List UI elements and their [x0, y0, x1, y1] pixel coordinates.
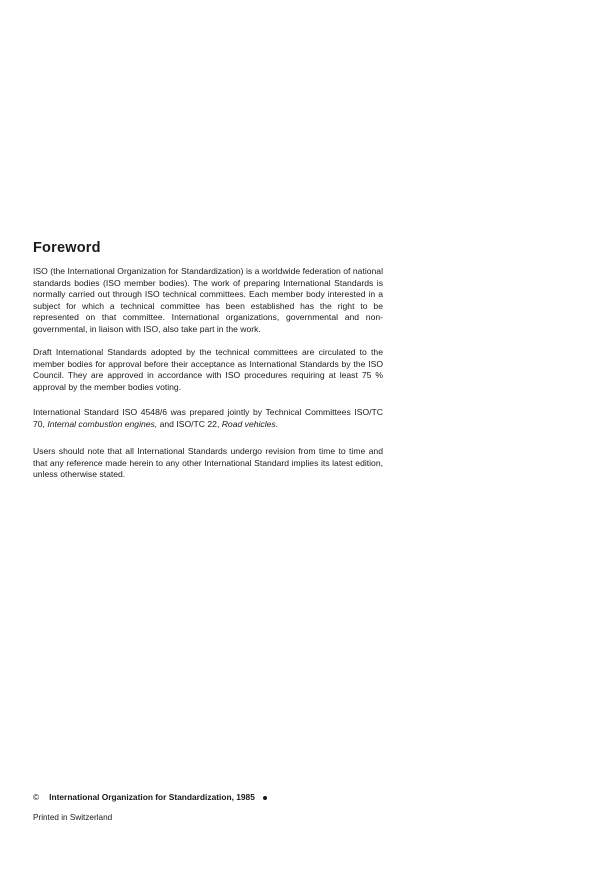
foreword-paragraph-2: Draft International Standards adopted by the technical committees are circulated to the member bodies for approval before their acceptance as International Standards by the ISO Council. They are approved in accordance with ISO procedures requiring at least 75 % approval by the member bodies voting. [33, 347, 383, 392]
foreword-paragraph-4: Users should note that all International Standards undergo revision from time to time and that any reference made herein to any other International Standard implies its latest edition, unless otherwise stated. [33, 446, 383, 480]
paragraph-3-text-a: International Standard ISO 4548/6 was prepared jointly by Technical Committees ISO/TC 70, [33, 407, 383, 429]
foreword-paragraph-1: ISO (the International Organization for Standardization) is a worldwide federation of national standards bodies (ISO member bodies). The work of preparing International Standards is normally carried out through ISO technical committees. Each member body interested in a subject for which a technical committee has been established has the right to be represented on that committee. International organizations, governmental and non-governmental, in liaison with ISO, also take part in the work. [33, 266, 383, 334]
copyright-line [33, 792, 267, 802]
foreword-paragraph-3 [33, 407, 383, 430]
paragraph-3-text-b: and ISO/TC 22, [157, 418, 222, 429]
copyright-text: International Organization for Standardization, 1985 [49, 792, 255, 802]
copyright-symbol: © [33, 792, 40, 802]
foreword-heading: Foreword [33, 240, 101, 256]
committee-tc22-name: Road vehicles. [221, 418, 279, 429]
printed-in-line: Printed in Switzerland [33, 813, 113, 822]
committee-tc70-name: Internal combustion engines, [47, 418, 158, 429]
bullet-dot-icon [263, 796, 267, 800]
